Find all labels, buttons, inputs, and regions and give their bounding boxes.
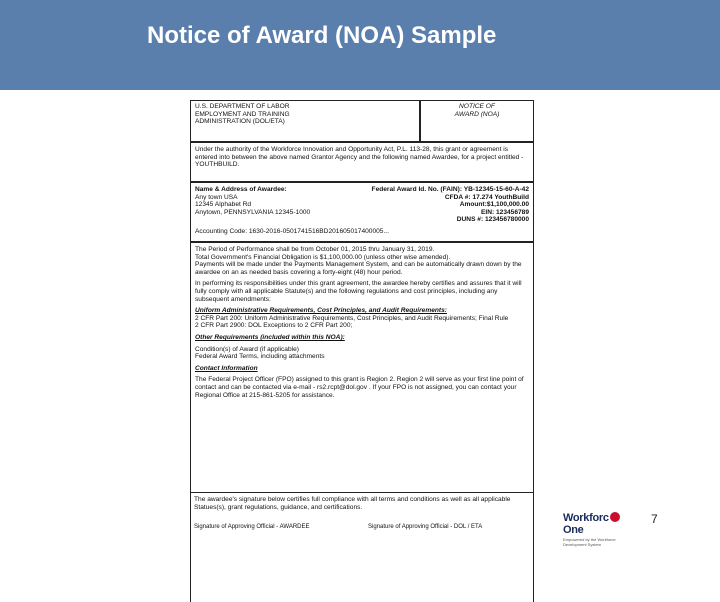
logo-wordmark <box>563 512 633 536</box>
document-divider <box>190 492 534 493</box>
authority-statement: Under the authority of the Workforce Innovation and Opportunity Act, P.L. 113-28, this grant or agreement is entered into between the above named Grantor Agency and the following named Awardee, for a project entitled - YOUTHBUILD. <box>190 142 534 182</box>
federal-id-line: EIN: 123456789 <box>480 208 529 216</box>
awardee-section <box>190 182 534 242</box>
awardee-label: Name & Address of Awardee: <box>195 186 287 193</box>
uniform-line: 2 CFR Part 2900: DOL Exceptions to 2 CFR Part 200; <box>195 322 353 330</box>
federal-award-info <box>372 186 529 224</box>
awardee-info <box>195 186 310 224</box>
period-of-performance: The Period of Performance shall be from October 01, 2015 thru January 31, 2019. <box>195 246 435 253</box>
federal-id-line: Federal Award Id. No. (FAIN): YB-12345-15-60-A-42 <box>371 186 529 193</box>
federal-id-line: Amount:$1,100,000.00 <box>459 201 529 209</box>
federal-id-line: DUNS #: 123456780000 <box>456 216 529 224</box>
logo-text-a: Workforc <box>563 512 609 524</box>
other-line: Condition(s) of Award (if applicable) <box>195 345 299 353</box>
payments-text: Payments will be made under the Payments Management System, and can be automatically drawn down by the awardee on an as needed basis covering a forty-eight (48) hour period. <box>195 261 522 276</box>
title-bar <box>0 0 720 90</box>
award-terms-section <box>190 242 534 602</box>
agency-header <box>190 100 420 142</box>
notice-of-award-document <box>190 100 534 534</box>
noa-line: NOTICE OF <box>459 103 495 110</box>
logo-text-b: One <box>563 524 584 536</box>
dol-signature-label: Signature of Approving Official - DOL / ETA <box>368 524 483 530</box>
other-line: Federal Award Terms, including attachments <box>195 353 325 361</box>
agency-line: EMPLOYMENT AND TRAINING <box>195 110 290 118</box>
contact-text: The Federal Project Officer (FPO) assigned to this grant is Region 2. Region 2 will serve as your first line point of contact and can be contacted via e-mail - rs2.rcpt@dol.gov . If your FPO is not assigned, you can contact your Regional Office at 215-861-5205 for assistance. <box>195 376 524 399</box>
performing-text: In performing its responsibilities under this grant agreement, the awardee hereby certifies and assures that it will fully comply with all applicable Statute(s) and the following regulations and cost principles, including any subsequent amendments: <box>195 280 522 303</box>
agency-line: ADMINISTRATION (DOL/ETA) <box>195 118 285 126</box>
signature-statement: The awardee's signature below certifies full compliance with all terms and conditions as well as all applicable Statues(s), grant regulations, guidance, and certifications. <box>194 496 511 511</box>
awardee-line: 12345 Alphabet Rd <box>195 201 252 209</box>
accounting-code: Accounting Code: 1630-2016-0501741516BD201605017400005... <box>195 227 389 235</box>
financial-obligation: Total Government's Financial Obligation is $1,100,000.00 (unless other wise amended). <box>195 253 451 261</box>
noa-line: AWARD (NOA) <box>454 110 500 118</box>
workforce-one-logo <box>563 512 633 547</box>
noa-header <box>420 100 534 142</box>
agency-line: U.S. DEPARTMENT OF LABOR <box>195 103 290 110</box>
federal-id-line: CFDA #: 17.274 YouthBuild <box>444 193 529 201</box>
logo-circle-icon <box>610 512 620 522</box>
uniform-line: 2 CFR Part 200: Uniform Administrative Requirements, Cost Principles, and Audit Requirements; Final Rule <box>195 314 509 322</box>
awardee-signature-label: Signature of Approving Official - AWARDEE <box>194 524 310 530</box>
other-heading: Other Requirements (included within this NOA): <box>195 333 345 341</box>
contact-heading: Contact Information <box>195 364 258 372</box>
uniform-heading: Uniform Administrative Requirements, Cost Principles, and Audit Requirements: <box>195 307 447 315</box>
page-number: 7 <box>651 512 658 526</box>
slide-title: Notice of Award (NOA) Sample <box>147 22 497 49</box>
awardee-line: Any town USA <box>195 193 238 201</box>
logo-subtitle: Empowered by the Workforce Development System <box>563 537 616 547</box>
awardee-line: Anytown, PENNSYLVANIA 12345-1000 <box>195 208 311 216</box>
